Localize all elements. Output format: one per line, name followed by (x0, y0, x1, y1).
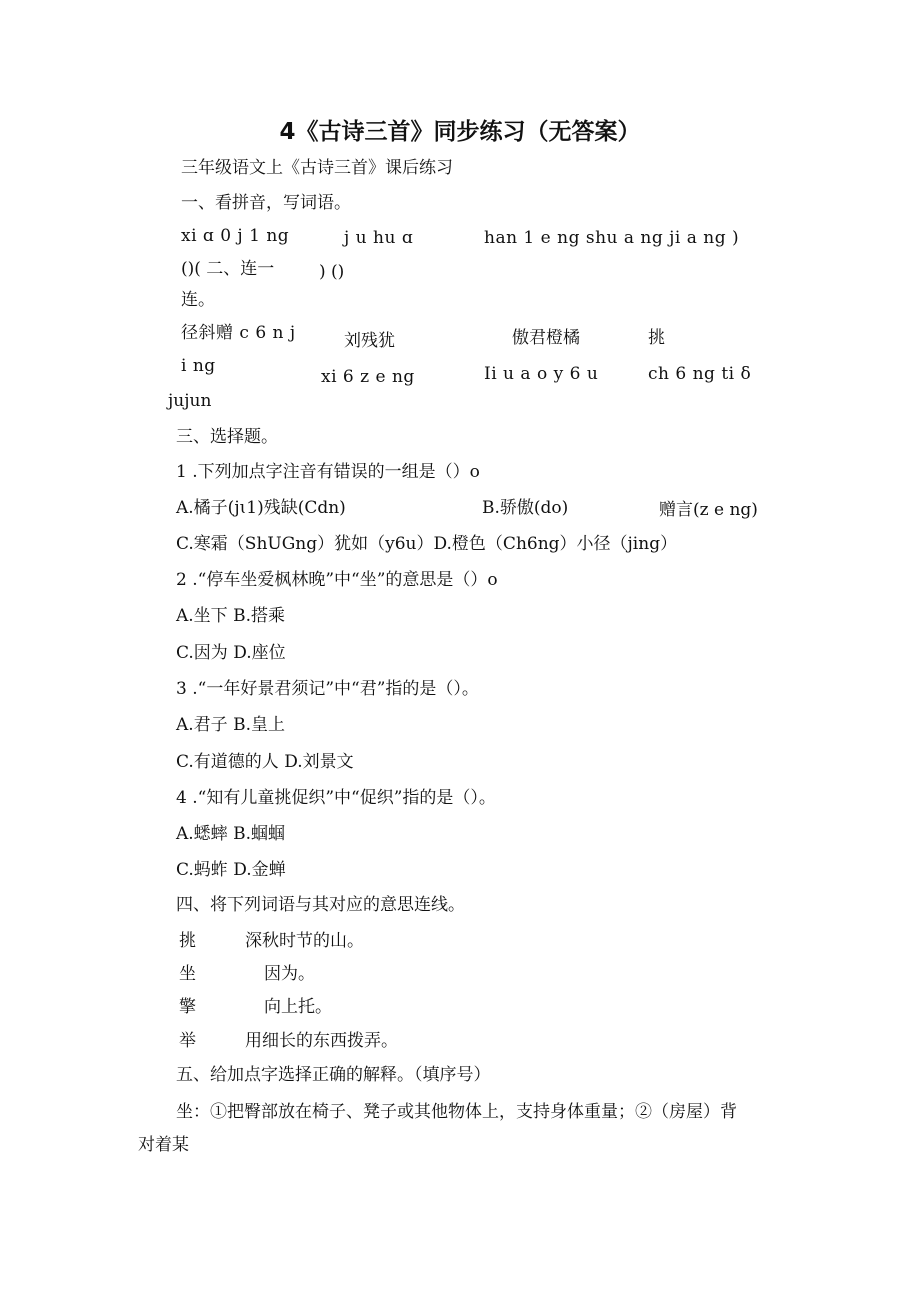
q1-option-b: B.骄傲(do) (482, 498, 569, 518)
match-word-2: 坐 (179, 964, 196, 984)
match-meaning-4: 用细长的东西拨弄。 (245, 1031, 398, 1051)
document-title: 4《古诗三首》同步练习（无答案） (279, 119, 641, 145)
section2-cont: 连。 (181, 290, 215, 310)
subtitle: 三年级语文上《古诗三首》课后练习 (181, 158, 453, 178)
match-word-4: 举 (179, 1031, 196, 1051)
section3-heading: 三、选择题。 (176, 427, 278, 447)
match-word-3: 擎 (179, 997, 196, 1017)
section1-heading: 一、看拼音，写词语。 (181, 193, 351, 213)
py-2: xi 6 z e ng (321, 367, 415, 387)
row2-mid: ) () (319, 262, 345, 282)
section5-line2: 对着某 (138, 1135, 189, 1155)
q2-options-ab: A.坐下 B.搭乘 (176, 606, 285, 626)
words-4: 挑 (648, 328, 665, 348)
py-1: i ng (181, 356, 216, 376)
match-word-1: 挑 (179, 931, 196, 951)
section5-line1: 坐：①把臀部放在椅子、凳子或其他物体上，支持身体重量；②（房屋）背 (176, 1102, 737, 1122)
q1-option-a: A.橘子(jɩ1)残缺(Cdn) (176, 498, 346, 518)
q4-text: 4 .“知有儿童挑促织”中“促织”指的是（）。 (176, 788, 496, 808)
py-5: jujun (168, 391, 212, 411)
pinyin-3: han 1 e ng shu a ng ji a ng ) (484, 228, 740, 248)
q2-options-cd: C.因为 D.座位 (176, 643, 286, 663)
q2-text: 2 .“停车坐爱枫林晚”中“坐”的意思是（）o (176, 570, 498, 590)
words-3: 傲君橙橘 (512, 328, 580, 348)
q4-options-ab: A.蟋蟀 B.蝈蝈 (176, 824, 285, 844)
q1-option-b2: 赠言(z e ng) (659, 500, 758, 520)
q3-options-cd: C.有道德的人 D.刘景文 (176, 752, 354, 772)
pinyin-1: xi ɑ 0 j 1 ng (181, 226, 290, 246)
section4-heading: 四、将下列词语与其对应的意思连线。 (176, 895, 465, 915)
q4-options-cd: C.蚂蚱 D.金蝉 (176, 860, 286, 880)
section5-heading: 五、给加点字选择正确的解释。（填序号） (176, 1065, 491, 1085)
row2-left: ()( 二、连一 (181, 259, 275, 279)
q1-options-cd: C.寒霜（ShUGng）犹如（y6u）D.橙色（Ch6ng）小径（jing） (176, 534, 678, 554)
words-1: 径斜赠 c 6 n j (181, 323, 296, 343)
match-meaning-3: 向上托。 (264, 997, 332, 1017)
match-meaning-2: 因为。 (264, 964, 315, 984)
py-4: ch 6 ng ti δ (648, 364, 752, 384)
q1-text: 1 .下列加点字注音有错误的一组是（）o (176, 462, 480, 482)
q3-text: 3 .“一年好景君须记”中“君”指的是（）。 (176, 679, 479, 699)
match-meaning-1: 深秋时节的山。 (245, 931, 364, 951)
py-3: Ii u a o y 6 u (484, 364, 599, 384)
pinyin-2: j u hu ɑ (344, 228, 414, 248)
words-2: 刘残犹 (344, 331, 395, 351)
q3-options-ab: A.君子 B.皇上 (176, 715, 285, 735)
